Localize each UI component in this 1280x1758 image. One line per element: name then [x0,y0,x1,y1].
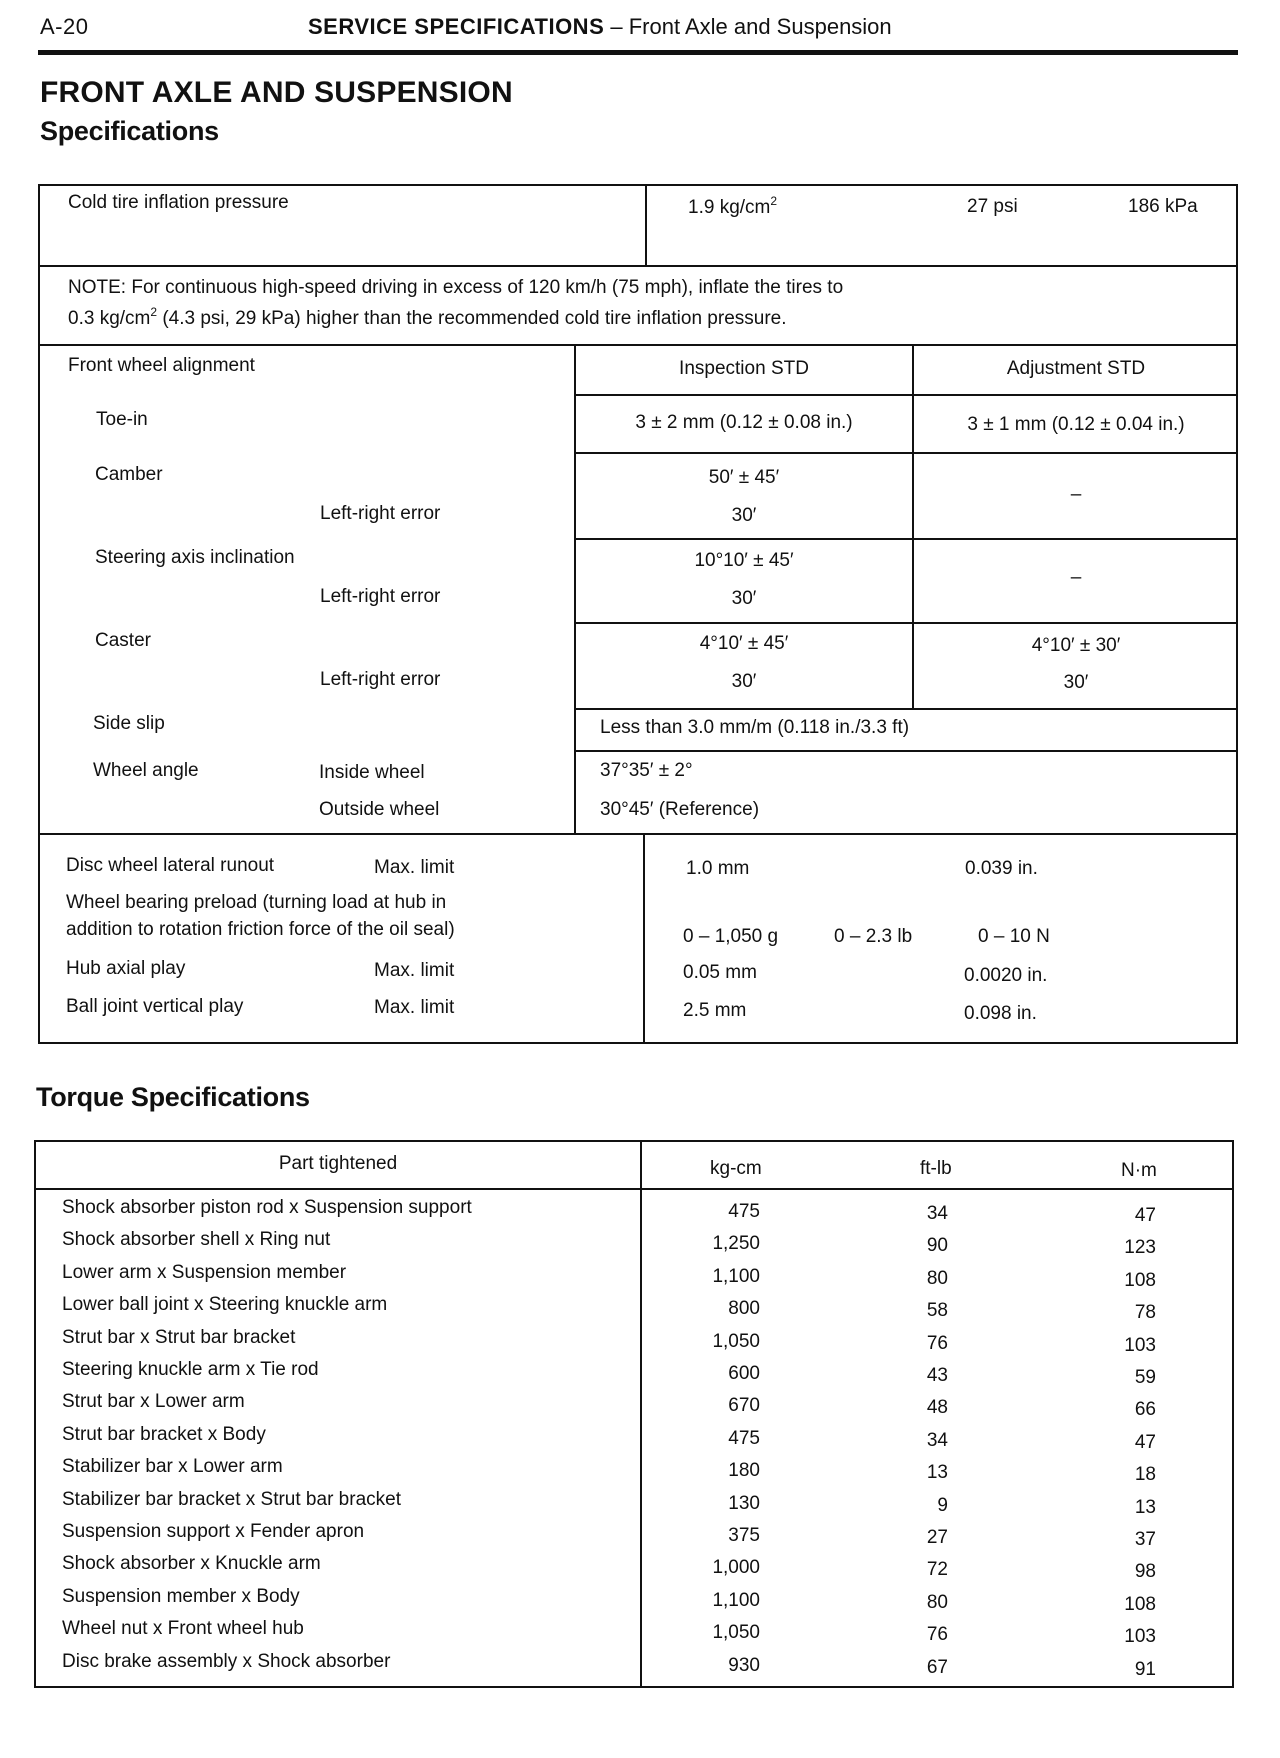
camber-lr-label: Left-right error [320,503,441,524]
hub-axial-label: Hub axial play [66,958,186,979]
caster-adjustment-error: 30′ [1063,672,1089,693]
torque-kg-cm: 1,100 [712,1265,760,1287]
torque-ft-lb: 27 [926,1527,948,1548]
disc-runout-mm: 1.0 mm [686,858,750,879]
torque-n-m: 103 [1124,1626,1156,1648]
steering-axis-adjustment: – [1070,567,1082,588]
torque-n-m: 78 [1134,1302,1156,1324]
ball-joint-mm: 2.5 mm [683,1000,747,1021]
divider [574,538,1238,540]
torque-part: Shock absorber shell x Ring nut [62,1229,331,1251]
side-slip-value: Less than 3.0 mm/m (0.118 in./3.3 ft) [600,717,910,738]
alignment-label: Front wheel alignment [68,355,255,376]
col-inspection-std: Inspection STD [679,358,809,379]
bearing-preload-label-2: addition to rotation friction force of the oil seal) [66,919,455,940]
torque-ft-lb: 34 [926,1203,948,1224]
torque-n-m: 37 [1134,1529,1156,1550]
torque-part: Stabilizer bar x Lower arm [62,1456,283,1478]
ball-joint-label: Ball joint vertical play [66,996,244,1017]
caster-inspection-error: 30′ [731,671,757,692]
torque-ft-lb: 72 [926,1559,948,1581]
torque-ft-lb: 9 [937,1494,948,1516]
torque-kg-cm: 1,250 [712,1233,760,1255]
torque-part: Shock absorber x Knuckle arm [62,1553,321,1575]
col-kg-cm: kg-cm [710,1158,762,1179]
toe-in-inspection: 3 ± 2 mm (0.12 ± 0.08 in.) [635,412,853,433]
torque-part: Steering knuckle arm x Tie rod [62,1359,319,1380]
torque-n-m: 13 [1134,1496,1156,1518]
camber-label: Camber [95,464,163,485]
bearing-preload-lb: 0 – 2.3 lb [834,926,913,947]
torque-kg-cm: 800 [728,1298,760,1320]
torque-part: Suspension support x Fender apron [62,1521,365,1542]
torque-n-m: 18 [1134,1464,1156,1486]
steering-axis-lr-label: Left-right error [320,586,441,607]
torque-kg-cm: 930 [728,1654,760,1676]
divider [38,344,1238,346]
torque-ft-lb: 43 [926,1365,948,1386]
divider [643,833,645,1044]
torque-ft-lb: 80 [926,1267,948,1289]
outside-wheel-value: 30°45′ (Reference) [600,799,760,820]
section-header [308,14,892,40]
torque-n-m: 108 [1124,1593,1156,1615]
torque-part: Disc brake assembly x Shock absorber [62,1650,391,1672]
divider [574,452,1238,454]
ball-joint-in: 0.098 in. [964,1003,1037,1024]
torque-part: Lower arm x Suspension member [62,1261,347,1283]
caster-lr-label: Left-right error [320,669,441,690]
tire-pressure-label: Cold tire inflation pressure [68,192,289,213]
bearing-preload-g: 0 – 1,050 g [683,926,779,947]
torque-kg-cm: 600 [728,1363,760,1384]
torque-n-m: 47 [1134,1431,1156,1453]
torque-ft-lb: 13 [926,1462,948,1484]
torque-part: Strut bar x Strut bar bracket [62,1326,296,1348]
torque-kg-cm: 475 [728,1201,760,1222]
torque-part: Suspension member x Body [62,1585,300,1607]
outside-wheel-label: Outside wheel [319,799,440,820]
inside-wheel-value: 37°35′ ± 2° [600,760,693,781]
tire-pressure-psi: 27 psi [967,196,1018,217]
torque-n-m: 98 [1134,1561,1156,1583]
col-n-m: N·m [1121,1160,1157,1181]
ball-joint-limit: Max. limit [374,997,455,1018]
torque-n-m: 91 [1134,1658,1156,1680]
torque-ft-lb: 58 [926,1300,948,1322]
torque-part: Strut bar bracket x Body [62,1423,266,1445]
camber-adjustment: – [1070,484,1082,505]
note-sup: 2 [150,305,158,319]
hub-axial-limit: Max. limit [374,960,455,981]
tire-kgcm-text: 1.9 kg/cm [688,197,771,218]
divider [574,394,1238,396]
camber-inspection: 50′ ± 45′ [708,467,780,488]
torque-ft-lb: 67 [926,1656,948,1678]
wheel-angle-label: Wheel angle [93,760,199,781]
note-unit: 0.3 kg/cm [68,308,151,329]
side-slip-label: Side slip [93,713,165,734]
torque-part: Shock absorber piston rod x Suspension support [62,1197,472,1218]
tire-pressure-kgcm [688,194,777,219]
caster-label: Caster [95,630,151,651]
col-ft-lb: ft-lb [920,1158,952,1179]
torque-ft-lb: 90 [926,1235,948,1257]
torque-ft-lb: 34 [926,1429,948,1451]
toe-in-adjustment: 3 ± 1 mm (0.12 ± 0.04 in.) [967,414,1185,435]
divider [38,265,1238,267]
bearing-preload-n: 0 – 10 N [978,926,1050,947]
specifications-heading: Specifications [40,116,219,146]
torque-n-m: 108 [1124,1269,1156,1291]
torque-ft-lb: 76 [926,1332,948,1354]
torque-heading: Torque Specifications [36,1082,310,1112]
torque-kg-cm: 670 [728,1395,760,1417]
note-line-1: NOTE: For continuous high-speed driving in excess of 120 km/h (75 mph), inflate the tires to [68,277,844,298]
torque-ft-lb: 48 [926,1397,948,1419]
header-rule [38,50,1238,55]
hub-axial-in: 0.0020 in. [964,965,1048,986]
torque-n-m: 59 [1134,1367,1156,1388]
section-header-bold: SERVICE SPECIFICATIONS [308,14,605,39]
divider [640,1140,642,1688]
torque-ft-lb: 80 [926,1591,948,1613]
torque-part: Stabilizer bar bracket x Strut bar bracket [62,1488,401,1510]
torque-part: Wheel nut x Front wheel hub [62,1618,304,1640]
torque-kg-cm: 1,100 [712,1589,760,1611]
torque-kg-cm: 1,000 [712,1557,760,1579]
torque-kg-cm: 130 [728,1492,760,1514]
col-part-tightened: Part tightened [278,1153,398,1174]
hub-axial-mm: 0.05 mm [683,962,757,983]
torque-part: Lower ball joint x Steering knuckle arm [62,1294,388,1316]
caster-inspection: 4°10′ ± 45′ [699,633,789,654]
steering-axis-label: Steering axis inclination [95,547,295,568]
disc-runout-in: 0.039 in. [965,858,1038,879]
steering-axis-inspection-error: 30′ [731,588,757,609]
torque-part: Strut bar x Lower arm [62,1391,245,1413]
torque-kg-cm: 1,050 [712,1622,760,1644]
torque-kg-cm: 475 [728,1427,760,1449]
note-line-2 [68,305,787,330]
divider [645,184,647,266]
note-rest: (4.3 psi, 29 kPa) higher than the recommended cold tire inflation pressure. [157,308,787,329]
disc-runout-label: Disc wheel lateral runout [66,855,275,876]
camber-inspection-error: 30′ [731,505,757,526]
tire-pressure-kpa: 186 kPa [1128,196,1198,217]
torque-kg-cm: 375 [728,1525,760,1546]
divider [574,622,1238,624]
toe-in-label: Toe-in [96,409,148,430]
inside-wheel-label: Inside wheel [319,762,425,783]
steering-axis-inspection: 10°10′ ± 45′ [694,550,794,571]
divider [574,750,1238,752]
torque-n-m: 123 [1124,1237,1156,1259]
section-header-sub: – Front Axle and Suspension [604,14,892,39]
divider [574,708,1238,710]
divider [34,1188,1234,1190]
bearing-preload-label-1: Wheel bearing preload (turning load at hub in [66,892,447,913]
disc-runout-limit: Max. limit [374,857,455,878]
torque-kg-cm: 180 [728,1460,760,1482]
torque-n-m: 47 [1134,1205,1156,1226]
page-number: A-20 [40,14,89,39]
page-title: FRONT AXLE AND SUSPENSION [40,76,513,109]
col-adjustment-std: Adjustment STD [1006,358,1146,379]
torque-n-m: 103 [1124,1334,1156,1356]
tire-kgcm-sup: 2 [770,194,778,208]
divider [38,833,1238,835]
torque-ft-lb: 76 [926,1624,948,1646]
caster-adjustment: 4°10′ ± 30′ [1031,635,1121,656]
torque-n-m: 66 [1134,1399,1156,1421]
torque-kg-cm: 1,050 [712,1330,760,1352]
